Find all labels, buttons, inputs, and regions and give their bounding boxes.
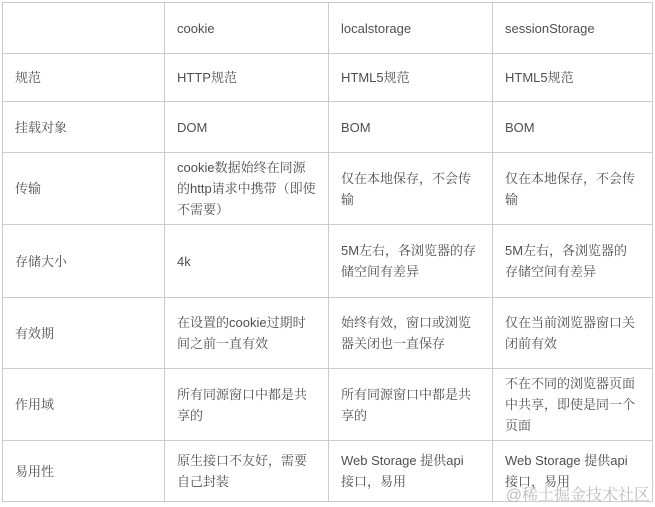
comparison-table bbox=[2, 2, 653, 502]
row-header: 规范 bbox=[3, 54, 165, 102]
table-row-transmission bbox=[3, 153, 653, 225]
table-cell: 5M左右，各浏览器的存储空间有差异 bbox=[329, 225, 493, 298]
table-cell: 在设置的cookie过期时间之前一直有效 bbox=[165, 298, 329, 369]
header-cell-empty bbox=[3, 3, 165, 54]
table-cell: 始终有效，窗口或浏览器关闭也一直保存 bbox=[329, 298, 493, 369]
table-cell: Web Storage 提供api 接口，易用 bbox=[493, 441, 653, 502]
table-row-storage-size bbox=[3, 225, 653, 298]
table-cell: 所有同源窗口中都是共享的 bbox=[329, 369, 493, 441]
table-cell: 仅在当前浏览器窗口关闭前有效 bbox=[493, 298, 653, 369]
row-header: 存储大小 bbox=[3, 225, 165, 298]
table-cell: 不在不同的浏览器页面中共享，即使是同一个页面 bbox=[493, 369, 653, 441]
header-cell-localstorage: localstorage bbox=[329, 3, 493, 54]
table-row-validity bbox=[3, 298, 653, 369]
table-row-usability bbox=[3, 441, 653, 502]
row-header: 作用域 bbox=[3, 369, 165, 441]
table-cell: 4k bbox=[165, 225, 329, 298]
table-cell: 5M左右，各浏览器的存储空间有差异 bbox=[493, 225, 653, 298]
table-cell: BOM bbox=[329, 102, 493, 153]
row-header: 传输 bbox=[3, 153, 165, 225]
table-cell: HTML5规范 bbox=[493, 54, 653, 102]
header-row bbox=[3, 3, 653, 54]
header-cell-sessionstorage: sessionStorage bbox=[493, 3, 653, 54]
table-cell: HTML5规范 bbox=[329, 54, 493, 102]
table-cell: BOM bbox=[493, 102, 653, 153]
row-header: 挂载对象 bbox=[3, 102, 165, 153]
table-row-spec bbox=[3, 54, 653, 102]
row-header: 易用性 bbox=[3, 441, 165, 502]
table-cell: DOM bbox=[165, 102, 329, 153]
table-cell: 仅在本地保存，不会传输 bbox=[329, 153, 493, 225]
table-cell: 仅在本地保存，不会传输 bbox=[493, 153, 653, 225]
watermark-text: @稀土掘金技术社区 bbox=[505, 487, 650, 504]
row-header: 有效期 bbox=[3, 298, 165, 369]
table-cell: HTTP规范 bbox=[165, 54, 329, 102]
table-row-mount-object bbox=[3, 102, 653, 153]
header-cell-cookie: cookie bbox=[165, 3, 329, 54]
table-cell: Web Storage 提供api 接口，易用 bbox=[329, 441, 493, 502]
table-row-scope bbox=[3, 369, 653, 441]
table-cell: cookie数据始终在同源的http请求中携带（即使不需要） bbox=[165, 153, 329, 225]
table-cell: 原生接口不友好，需要自己封装 bbox=[165, 441, 329, 502]
table-cell: 所有同源窗口中都是共享的 bbox=[165, 369, 329, 441]
